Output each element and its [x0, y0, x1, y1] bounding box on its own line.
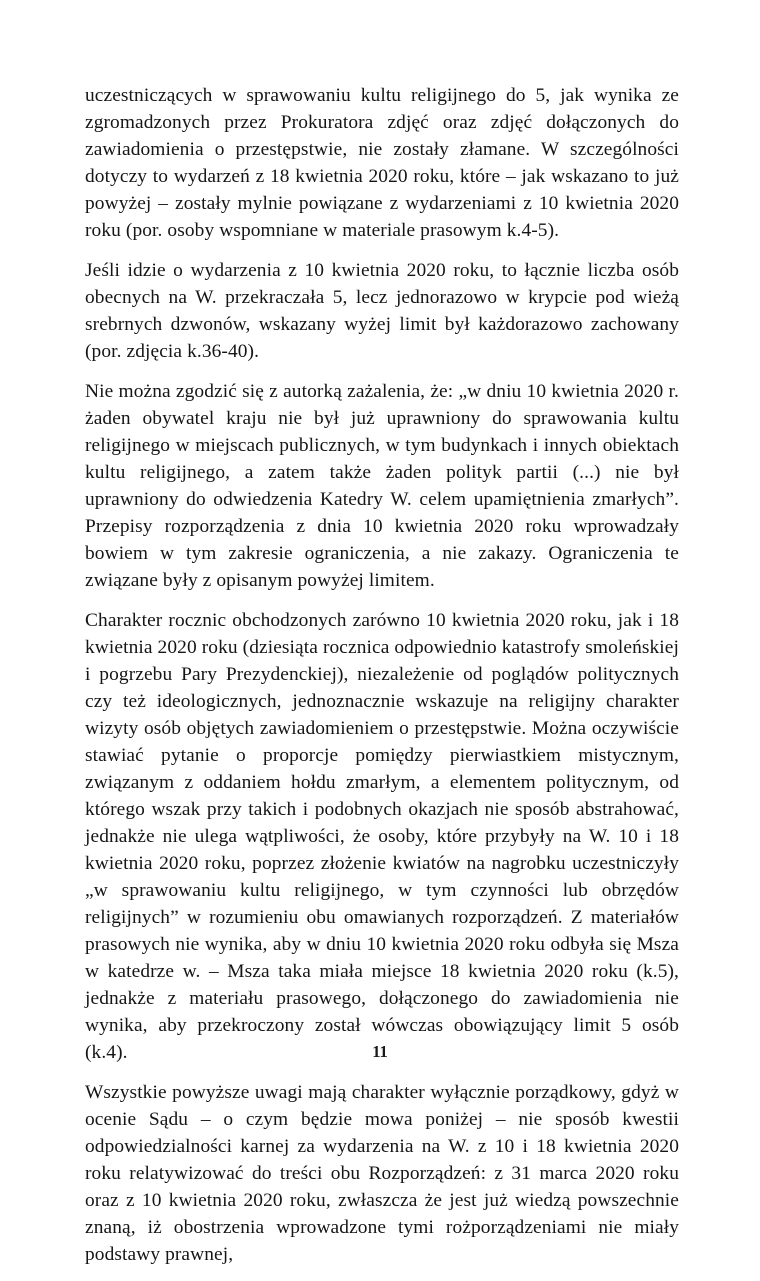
- body-text: [85, 82, 679, 1281]
- paragraph: Charakter rocznic obchodzonych zarówno 10 kwietnia 2020 roku, jak i 18 kwietnia 2020 roku (dziesiąta rocznica odpowiednio katastrofy smoleńskiej i pogrzebu Pary Prezydenckiej), niezależenie od poglądów politycznych czy też ideologicznych, jednoznacznie wskazuje na religijny charakter wizyty osób objętych zawiadomieniem o przestępstwie. Można oczywiście stawiać pytanie o proporcje pomiędzy pierwiastkiem mistycznym, związanym z oddaniem hołdu zmarłym, a elementem politycznym, od którego wszak przy takich i podobnych okazjach nie sposób abstrahować, jednakże nie ulega wątpliwości, że osoby, które przybyły na W. 10 i 18 kwietnia 2020 roku, poprzez złożenie kwiatów na nagrobku uczestniczyły „w sprawowaniu kultu religijnego, w tym czynności lub obrzędów religijnych” w rozumieniu obu omawianych rozporządzeń. Z materiałów prasowych nie wynika, aby w dniu 10 kwietnia 2020 roku odbyła się Msza w katedrze w. – Msza taka miała miejsce 18 kwietnia 2020 roku (k.5), jednakże z materiału prasowego, dołączonego do zawiadomienia nie wynika, aby przekroczony został wówczas obowiązujący limit 5 osób (k.4).: [85, 610, 679, 1063]
- page-number: 11: [372, 1042, 388, 1061]
- paragraph: uczestniczących w sprawowaniu kultu religijnego do 5, jak wynika ze zgromadzonych przez Prokuratora zdjęć oraz zdjęć dołączonych do zawiadomienia o przestępstwie, nie zostały złamane. W szczególności dotyczy to wydarzeń z 18 kwietnia 2020 roku, które – jak wskazano to już powyżej – zostały mylnie powiązane z wydarzeniami z 10 kwietnia 2020 roku (por. osoby wspomniane w materiale prasowym k.4-5).: [85, 85, 679, 241]
- paragraph: Nie można zgodzić się z autorką zażalenia, że: „w dniu 10 kwietnia 2020 r. żaden obywatel kraju nie był już uprawniony do sprawowania kultu religijnego w miejscach publicznych, w tym budynkach i innych obiektach kultu religijnego, a zatem także żaden polityk partii (...) nie był uprawniony do odwiedzenia Katedry W. celem upamiętnienia zmarłych”. Przepisy rozporządzenia z dnia 10 kwietnia 2020 roku wprowadzały bowiem w tym zakresie ograniczenia, a nie zakazy. Ograniczenia te związane były z opisanym powyżej limitem.: [85, 381, 679, 591]
- paragraph: Jeśli idzie o wydarzenia z 10 kwietnia 2020 roku, to łącznie liczba osób obecnych na W. przekraczała 5, lecz jednorazowo w krypcie pod wieżą srebrnych dzwonów, wskazany wyżej limit był każdorazowo zachowany (por. zdjęcia k.36-40).: [85, 260, 679, 362]
- paragraph: Wszystkie powyższe uwagi mają charakter wyłącznie porządkowy, gdyż w ocenie Sądu – o czym będzie mowa poniżej – nie sposób kwestii odpowiedzialności karnej za wydarzenia na W. z 10 i 18 kwietnia 2020 roku relatywizować do treści obu Rozporządzeń: z 31 marca 2020 roku oraz z 10 kwietnia 2020 roku, zwłaszcza że jest już wiedzą powszechnie znaną, iż obostrzenia wprowadzone tymi rożporządzeniami nie miały podstawy prawnej,: [85, 1082, 679, 1265]
